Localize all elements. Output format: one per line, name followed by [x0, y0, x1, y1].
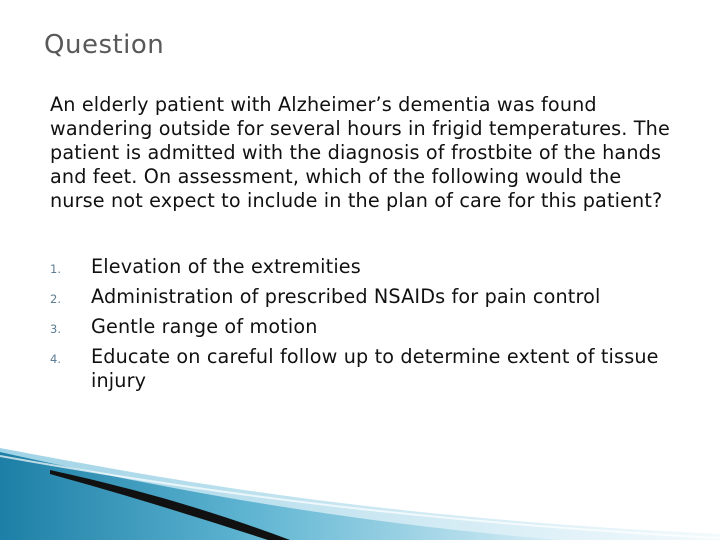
question-stem: An elderly patient with Alzheimer’s dementia was found wandering outside for several hours in frigid temperatures. The patient is admitted with the diagnosis of frostbite of the hands and feet. On assessment, which of the following would the nurse not expect to include in the plan of care for this patient? [50, 93, 670, 213]
option-text: Elevation of the extremities [91, 255, 361, 278]
answer-option-1 [50, 255, 690, 279]
answer-option-4 [50, 345, 690, 393]
option-number: 3. [50, 322, 61, 337]
option-text: Administration of prescribed NSAIDs for pain control [91, 285, 601, 309]
option-number: 1. [50, 262, 61, 276]
slide-title: Question [44, 30, 165, 60]
answer-option-2 [50, 285, 690, 309]
answer-option-3 [50, 315, 690, 339]
option-text: Gentle range of motion [91, 315, 318, 339]
wave-decoration [0, 430, 720, 540]
option-number: 4. [50, 352, 61, 367]
option-text: Educate on careful follow up to determine extent of tissue injury [91, 345, 659, 393]
answer-options [50, 255, 690, 399]
option-number: 2. [50, 292, 61, 307]
